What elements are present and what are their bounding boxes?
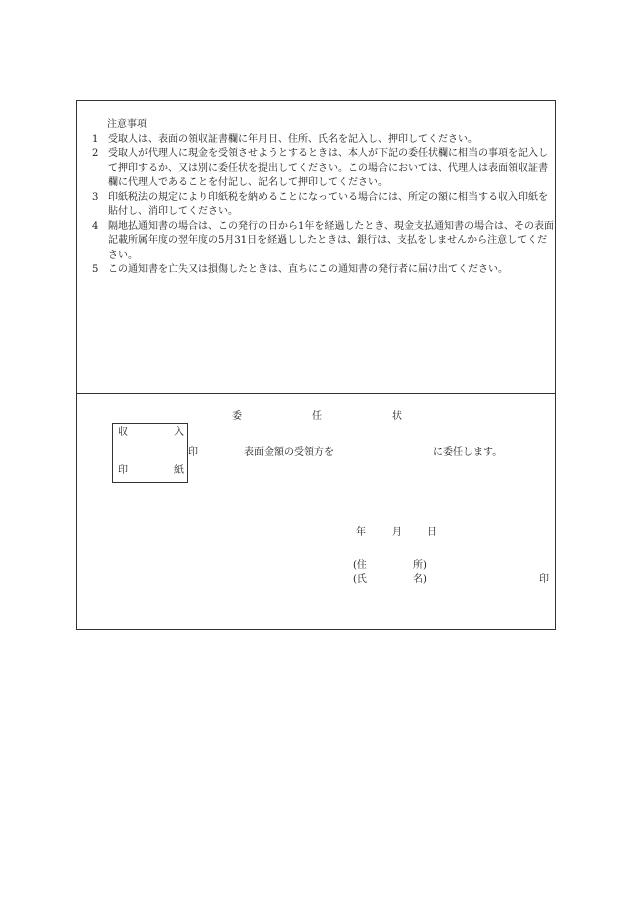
- address-label-close: 所): [413, 560, 427, 571]
- note-number: 1: [92, 133, 99, 145]
- notice-form: [76, 100, 556, 630]
- stamp-label-shu: 収: [118, 427, 128, 438]
- name-label-open: (氏: [353, 574, 367, 585]
- date-year: 年: [356, 527, 366, 538]
- address-label-open: (住: [353, 560, 367, 571]
- note-text: 受取人は、表面の領収証書欄に年月日、住所、氏名を記入し、押印してください。: [108, 133, 478, 145]
- note-item-5: [92, 263, 554, 278]
- note-text: この通知書を亡失又は損傷したときは、直ちにこの通知書の発行者に届け出てください。: [108, 264, 508, 275]
- note-number: 5: [92, 264, 99, 275]
- note-item-1: [92, 133, 554, 148]
- note-number: 3: [92, 191, 99, 203]
- name-label-close: 名): [413, 574, 427, 585]
- notes-section: [92, 118, 554, 278]
- note-number: 2: [92, 148, 99, 159]
- stamp-label-in: 印: [118, 465, 128, 476]
- note-text: 受取人が代理人に現金を受領させようとするときは、本人が下記の委任状欄に相当の事項を記入して押印するか、又は別に委任状を提出してください。この場合においては、代理人は表面領収証書欄に代理人であることを付記し、記名して押印してください。: [108, 148, 548, 188]
- proxy-title-char-1: 委: [232, 411, 242, 422]
- date-month: 月: [392, 527, 402, 538]
- proxy-title-char-3: 状: [392, 411, 402, 422]
- date-day: 日: [427, 527, 437, 538]
- section-divider: [77, 393, 555, 394]
- signature-seal-mark: 印: [539, 574, 549, 585]
- proxy-statement-right: に委任します。: [433, 447, 503, 458]
- notes-title: 注意事項: [107, 119, 147, 130]
- stamp-label-nyu: 入: [174, 427, 184, 438]
- proxy-title-char-2: 任: [312, 411, 322, 422]
- note-item-4: [92, 220, 554, 264]
- note-item-3: [92, 191, 554, 220]
- note-item-2: [92, 147, 554, 191]
- note-text: 印紙税法の規定により印紙税を納めることになっている場合には、所定の額に相当する収入印紙を貼付し、消印してください。: [108, 191, 548, 217]
- note-number: 4: [92, 220, 99, 232]
- proxy-statement-left: 表面金額の受領方を: [244, 447, 334, 458]
- stamp-label-shi: 紙: [174, 465, 184, 476]
- note-text: 隔地払通知書の場合は、この発行の日から1年を経過したとき、現金支払通知書の場合は、その表面記載所属年度の翌年度の5月31日を経過ししたときは、銀行は、支払をしませんから注意してください。: [108, 220, 554, 261]
- cancellation-seal-mark: 印: [188, 447, 198, 458]
